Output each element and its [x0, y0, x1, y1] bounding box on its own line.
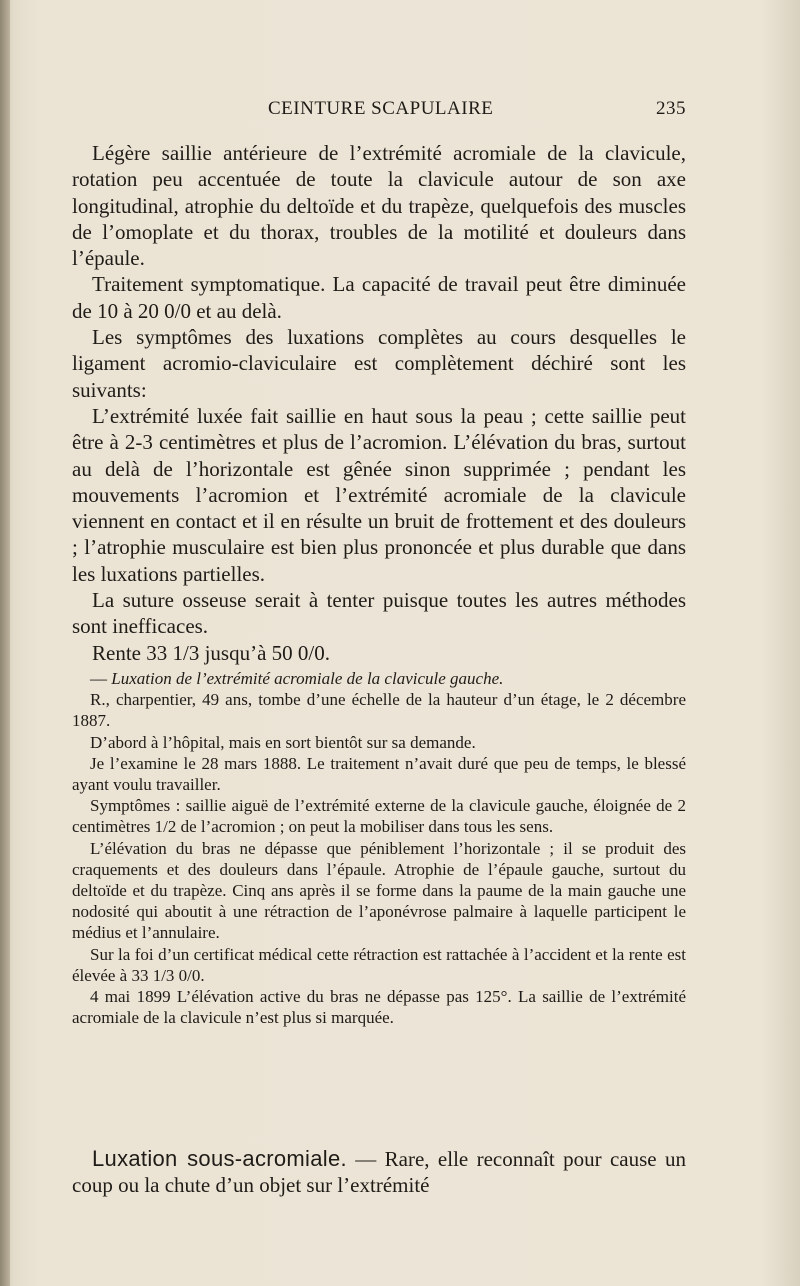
section-text: — Rare, elle reconnaît pour cause un coup ou la chute d’un objet sur l’extrémité — [72, 1147, 686, 1197]
paragraph: Traitement symptomatique. La capacité de travail peut être diminuée de 10 à 20 0/0 et au delà. — [72, 272, 686, 323]
case-paragraph: L’élévation du bras ne dépasse que péniblement l’horizontale ; il se produit des craquements et des douleurs dans l’épaule. Atrophie de l’épaule gauche, surtout du deltoïde et du trapèze. Cinq ans après il se forme dans la paume de la main gauche une nodosité qui aboutit à une rétraction de l’aponévrose palmaire à laquelle participent le médius et l’annulaire. — [72, 838, 686, 943]
case-heading — [72, 668, 686, 689]
case-report-block — [72, 668, 686, 1028]
case-paragraph: 4 mai 1899 L’élévation active du bras ne dépasse pas 125°. La saillie de l’extrémité acromiale de la clavicule n’est plus si marquée. — [72, 987, 686, 1028]
case-paragraph: Symptômes : saillie aiguë de l’extrémité externe de la clavicule gauche, éloignée de 2 centimètres 1/2 de l’acromion ; on peut la mobiliser dans tous les sens. — [72, 796, 686, 837]
case-paragraph: D’abord à l’hôpital, mais en sort bientôt sur sa demande. — [90, 732, 476, 752]
page-number: 235 — [656, 98, 686, 119]
running-title: CEINTURE SCAPULAIRE — [268, 98, 494, 119]
book-spine-shadow — [0, 0, 10, 1286]
section-paragraph — [72, 1146, 686, 1198]
section-block — [72, 1146, 686, 1198]
paragraph: L’extrémité luxée fait saillie en haut sous la peau ; cette saillie peut être à 2-3 centimètres et plus de l’acromion. L’élévation du bras, surtout au delà de l’horizontale est gênée sinon supprimée ; pendant les mouvements l’acromion et l’extrémité acromiale de la clavicule viennent en contact et il en résulte un bruit de frottement et des douleurs ; l’atrophie musculaire est bien plus prononcée et plus durable que dans les luxations partielles. — [72, 403, 686, 586]
section-title: Luxation sous-acromiale. — [92, 1146, 347, 1171]
paragraph: La suture osseuse serait à tenter puisque toutes les autres méthodes sont inefficaces. — [72, 588, 686, 639]
case-paragraph: R., charpentier, 49 ans, tombe d’une échelle de la hauteur d’un étage, le 2 décembre 1887. — [72, 690, 686, 731]
paragraph: Les symptômes des luxations complètes au cours desquelles le ligament acromio-claviculaire est complètement déchiré sont les suivants: — [72, 325, 686, 402]
case-paragraph: Je l’examine le 28 mars 1888. Le traitement n’avait duré que peu de temps, le blessé ayant voulu travailler. — [72, 753, 686, 795]
paragraph: Légère saillie antérieure de l’extrémité acromiale de la clavicule, rotation peu accentuée de toute la clavicule autour de son axe longitudinal, atrophie du deltoïde et du trapèze, quelquefois des muscles de l’omoplate et du thorax, troubles de la motilité et douleurs dans l’épaule. — [72, 141, 686, 271]
case-heading-dash: — — [90, 669, 112, 688]
case-heading-title: Luxation de l’extrémité acromiale de la clavicule gauche. — [111, 669, 504, 688]
paragraph: Rente 33 1/3 jusqu’à 50 0/0. — [92, 640, 330, 665]
running-header — [268, 98, 686, 124]
main-text-block — [72, 140, 686, 666]
case-paragraph: Sur la foi d’un certificat médical cette rétraction est rattachée à l’accident et la rente est élevée à 33 1/3 0/0. — [72, 944, 686, 985]
